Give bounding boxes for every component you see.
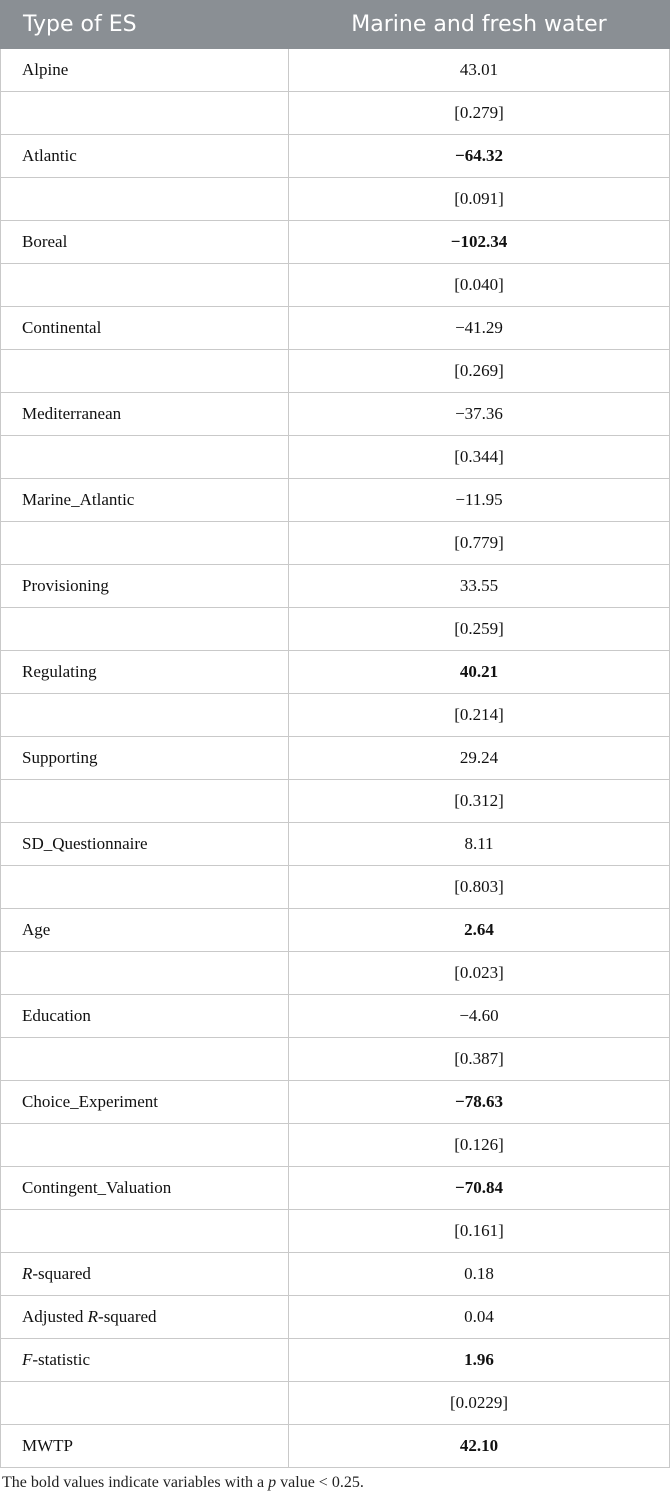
row-label: Continental <box>1 307 289 350</box>
row-label: Mediterranean <box>1 393 289 436</box>
f-statistic-row <box>1 1339 670 1382</box>
row-pvalue: [0.023] <box>289 952 670 995</box>
row-label: Supporting <box>1 737 289 780</box>
mwtp-row <box>1 1425 670 1468</box>
r-squared-label: R-squared <box>1 1253 289 1296</box>
row-pvalue-label <box>1 178 289 221</box>
header-row <box>1 1 670 49</box>
f-statistic-p-value: [0.0229] <box>289 1382 670 1425</box>
row-label: Education <box>1 995 289 1038</box>
adj-r-squared-row <box>1 1296 670 1339</box>
row-pvalue: [0.269] <box>289 350 670 393</box>
row-estimate: 8.11 <box>289 823 670 866</box>
row-label: SD_Questionnaire <box>1 823 289 866</box>
row-mediterranean <box>1 393 670 436</box>
mwtp-value: 42.10 <box>289 1425 670 1468</box>
header-type-of-es: Type of ES <box>1 1 289 49</box>
row-contingent-valuation-pvalue <box>1 1210 670 1253</box>
row-pvalue: [0.279] <box>289 92 670 135</box>
row-pvalue-label <box>1 264 289 307</box>
table-body <box>1 49 670 1468</box>
row-age <box>1 909 670 952</box>
row-pvalue: [0.344] <box>289 436 670 479</box>
table-footnote: The bold values indicate variables with a p value < 0.25. <box>2 1474 364 1491</box>
row-mediterranean-pvalue <box>1 436 670 479</box>
row-pvalue-label <box>1 694 289 737</box>
row-pvalue-label <box>1 92 289 135</box>
row-marine-atlantic <box>1 479 670 522</box>
row-label: Regulating <box>1 651 289 694</box>
row-provisioning-pvalue <box>1 608 670 651</box>
f-statistic-p-row <box>1 1382 670 1425</box>
row-label: Contingent_Valuation <box>1 1167 289 1210</box>
r-squared-value: 0.18 <box>289 1253 670 1296</box>
row-pvalue-label <box>1 866 289 909</box>
row-estimate: 33.55 <box>289 565 670 608</box>
row-pvalue-label <box>1 350 289 393</box>
row-contingent-valuation <box>1 1167 670 1210</box>
row-label: Age <box>1 909 289 952</box>
row-alpine <box>1 49 670 92</box>
row-pvalue: [0.803] <box>289 866 670 909</box>
row-pvalue: [0.387] <box>289 1038 670 1081</box>
row-atlantic <box>1 135 670 178</box>
row-estimate: −78.63 <box>289 1081 670 1124</box>
row-pvalue-label <box>1 952 289 995</box>
row-estimate: −64.32 <box>289 135 670 178</box>
row-estimate: −41.29 <box>289 307 670 350</box>
row-pvalue: [0.312] <box>289 780 670 823</box>
r-squared-row <box>1 1253 670 1296</box>
row-estimate: −37.36 <box>289 393 670 436</box>
row-continental <box>1 307 670 350</box>
adj-r-squared-label: Adjusted R-squared <box>1 1296 289 1339</box>
row-estimate: −70.84 <box>289 1167 670 1210</box>
row-pvalue-label <box>1 780 289 823</box>
row-alpine-pvalue <box>1 92 670 135</box>
row-estimate: 29.24 <box>289 737 670 780</box>
row-supporting-pvalue <box>1 780 670 823</box>
row-estimate: −11.95 <box>289 479 670 522</box>
row-pvalue-label <box>1 1210 289 1253</box>
row-pvalue: [0.779] <box>289 522 670 565</box>
row-estimate: −4.60 <box>289 995 670 1038</box>
header-marine-fresh-water: Marine and fresh water <box>289 1 670 49</box>
row-education-pvalue <box>1 1038 670 1081</box>
row-estimate: 40.21 <box>289 651 670 694</box>
row-pvalue-label <box>1 522 289 565</box>
row-sd-questionnaire <box>1 823 670 866</box>
f-statistic-p-label <box>1 1382 289 1425</box>
row-atlantic-pvalue <box>1 178 670 221</box>
row-pvalue: [0.126] <box>289 1124 670 1167</box>
row-label: Alpine <box>1 49 289 92</box>
row-choice-experiment <box>1 1081 670 1124</box>
f-statistic-label: F-statistic <box>1 1339 289 1382</box>
row-pvalue: [0.091] <box>289 178 670 221</box>
row-estimate: 43.01 <box>289 49 670 92</box>
row-choice-experiment-pvalue <box>1 1124 670 1167</box>
row-label: Marine_Atlantic <box>1 479 289 522</box>
row-marine-atlantic-pvalue <box>1 522 670 565</box>
row-regulating-pvalue <box>1 694 670 737</box>
row-provisioning <box>1 565 670 608</box>
row-age-pvalue <box>1 952 670 995</box>
row-pvalue: [0.161] <box>289 1210 670 1253</box>
row-education <box>1 995 670 1038</box>
row-label: Boreal <box>1 221 289 264</box>
row-supporting <box>1 737 670 780</box>
mwtp-label: MWTP <box>1 1425 289 1468</box>
row-regulating <box>1 651 670 694</box>
row-pvalue: [0.214] <box>289 694 670 737</box>
row-sd-questionnaire-pvalue <box>1 866 670 909</box>
row-continental-pvalue <box>1 350 670 393</box>
adj-r-squared-value: 0.04 <box>289 1296 670 1339</box>
row-pvalue: [0.259] <box>289 608 670 651</box>
row-label: Provisioning <box>1 565 289 608</box>
row-boreal <box>1 221 670 264</box>
f-statistic-value: 1.96 <box>289 1339 670 1382</box>
row-pvalue-label <box>1 608 289 651</box>
row-label: Atlantic <box>1 135 289 178</box>
row-label: Choice_Experiment <box>1 1081 289 1124</box>
row-estimate: −102.34 <box>289 221 670 264</box>
row-estimate: 2.64 <box>289 909 670 952</box>
row-boreal-pvalue <box>1 264 670 307</box>
row-pvalue-label <box>1 436 289 479</box>
row-pvalue-label <box>1 1038 289 1081</box>
row-pvalue-label <box>1 1124 289 1167</box>
row-pvalue: [0.040] <box>289 264 670 307</box>
